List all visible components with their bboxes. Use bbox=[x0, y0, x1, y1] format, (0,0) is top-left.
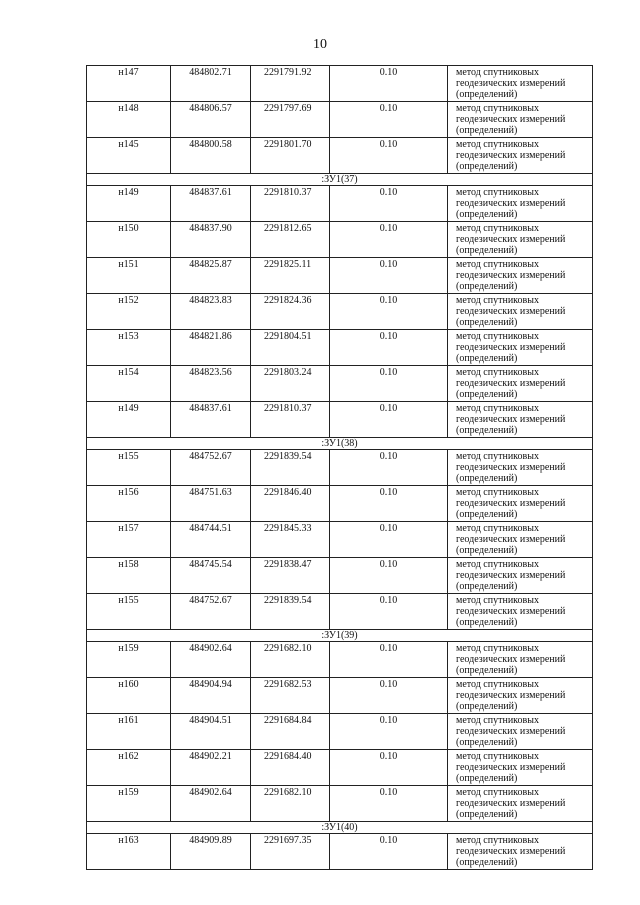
point-id-cell: н158 bbox=[87, 558, 171, 594]
x-coordinate-cell: 484744.51 bbox=[171, 522, 251, 558]
y-coordinate-cell: 2291810.37 bbox=[251, 402, 330, 438]
accuracy-cell: 0.10 bbox=[330, 750, 448, 786]
x-coordinate-cell: 484902.64 bbox=[171, 786, 251, 822]
point-id-cell: н156 bbox=[87, 486, 171, 522]
method-cell bbox=[448, 594, 593, 630]
method-cell bbox=[448, 330, 593, 366]
method-text-line: метод спутниковых bbox=[456, 835, 539, 846]
method-cell bbox=[448, 486, 593, 522]
method-cell bbox=[448, 786, 593, 822]
section-label: :ЗУ1(40) bbox=[87, 822, 593, 834]
section-header-row bbox=[87, 630, 593, 642]
x-coordinate-cell: 484902.21 bbox=[171, 750, 251, 786]
method-text-line: (определений) bbox=[456, 665, 518, 676]
method-cell bbox=[448, 642, 593, 678]
point-id-cell: н155 bbox=[87, 594, 171, 630]
method-text-line: геодезических измерений bbox=[456, 114, 566, 125]
point-id-cell: н151 bbox=[87, 258, 171, 294]
method-cell bbox=[448, 138, 593, 174]
method-text-line: (определений) bbox=[456, 857, 518, 868]
method-text-line: метод спутниковых bbox=[456, 679, 539, 690]
y-coordinate-cell: 2291846.40 bbox=[251, 486, 330, 522]
method-text-line: геодезических измерений bbox=[456, 846, 566, 857]
accuracy-cell: 0.10 bbox=[330, 786, 448, 822]
method-text-line: (определений) bbox=[456, 353, 518, 364]
method-text-line: геодезических измерений bbox=[456, 378, 566, 389]
method-cell bbox=[448, 402, 593, 438]
y-coordinate-cell: 2291839.54 bbox=[251, 450, 330, 486]
section-label: :ЗУ1(37) bbox=[87, 174, 593, 186]
method-text-line: геодезических измерений bbox=[456, 270, 566, 281]
method-text-line: геодезических измерений bbox=[456, 762, 566, 773]
x-coordinate-cell: 484837.90 bbox=[171, 222, 251, 258]
method-text-line: (определений) bbox=[456, 317, 518, 328]
method-text-line: (определений) bbox=[456, 473, 518, 484]
coordinates-table bbox=[86, 65, 593, 870]
table-row bbox=[87, 834, 593, 870]
method-text-line: геодезических измерений bbox=[456, 150, 566, 161]
y-coordinate-cell: 2291684.84 bbox=[251, 714, 330, 750]
method-text-line: метод спутниковых bbox=[456, 331, 539, 342]
method-text-line: геодезических измерений bbox=[456, 78, 566, 89]
y-coordinate-cell: 2291682.53 bbox=[251, 678, 330, 714]
method-text-line: геодезических измерений bbox=[456, 798, 566, 809]
table-row bbox=[87, 450, 593, 486]
method-text-line: метод спутниковых bbox=[456, 643, 539, 654]
point-id-cell: н145 bbox=[87, 138, 171, 174]
point-id-cell: н153 bbox=[87, 330, 171, 366]
method-cell bbox=[448, 558, 593, 594]
point-id-cell: н157 bbox=[87, 522, 171, 558]
table-row bbox=[87, 786, 593, 822]
point-id-cell: н163 bbox=[87, 834, 171, 870]
x-coordinate-cell: 484752.67 bbox=[171, 450, 251, 486]
method-cell bbox=[448, 66, 593, 102]
method-text-line: (определений) bbox=[456, 389, 518, 400]
method-cell bbox=[448, 222, 593, 258]
method-text-line: (определений) bbox=[456, 245, 518, 256]
y-coordinate-cell: 2291804.51 bbox=[251, 330, 330, 366]
method-text-line: метод спутниковых bbox=[456, 523, 539, 534]
section-header-row bbox=[87, 174, 593, 186]
x-coordinate-cell: 484823.83 bbox=[171, 294, 251, 330]
method-text-line: геодезических измерений bbox=[456, 234, 566, 245]
point-id-cell: н152 bbox=[87, 294, 171, 330]
table-row bbox=[87, 102, 593, 138]
method-text-line: (определений) bbox=[456, 581, 518, 592]
method-cell bbox=[448, 366, 593, 402]
y-coordinate-cell: 2291801.70 bbox=[251, 138, 330, 174]
method-text-line: (определений) bbox=[456, 281, 518, 292]
accuracy-cell: 0.10 bbox=[330, 714, 448, 750]
x-coordinate-cell: 484751.63 bbox=[171, 486, 251, 522]
method-text-line: (определений) bbox=[456, 209, 518, 220]
accuracy-cell: 0.10 bbox=[330, 486, 448, 522]
y-coordinate-cell: 2291682.10 bbox=[251, 786, 330, 822]
accuracy-cell: 0.10 bbox=[330, 330, 448, 366]
method-text-line: (определений) bbox=[456, 773, 518, 784]
method-cell bbox=[448, 450, 593, 486]
method-text-line: геодезических измерений bbox=[456, 342, 566, 353]
y-coordinate-cell: 2291682.10 bbox=[251, 642, 330, 678]
table-row bbox=[87, 642, 593, 678]
point-id-cell: н159 bbox=[87, 786, 171, 822]
table-row bbox=[87, 258, 593, 294]
x-coordinate-cell: 484825.87 bbox=[171, 258, 251, 294]
method-text-line: метод спутниковых bbox=[456, 751, 539, 762]
point-id-cell: н150 bbox=[87, 222, 171, 258]
point-id-cell: н161 bbox=[87, 714, 171, 750]
y-coordinate-cell: 2291791.92 bbox=[251, 66, 330, 102]
x-coordinate-cell: 484909.89 bbox=[171, 834, 251, 870]
method-text-line: метод спутниковых bbox=[456, 223, 539, 234]
x-coordinate-cell: 484752.67 bbox=[171, 594, 251, 630]
x-coordinate-cell: 484904.51 bbox=[171, 714, 251, 750]
y-coordinate-cell: 2291839.54 bbox=[251, 594, 330, 630]
point-id-cell: н147 bbox=[87, 66, 171, 102]
method-text-line: метод спутниковых bbox=[456, 187, 539, 198]
method-text-line: геодезических измерений bbox=[456, 570, 566, 581]
y-coordinate-cell: 2291824.36 bbox=[251, 294, 330, 330]
table-row bbox=[87, 66, 593, 102]
point-id-cell: н162 bbox=[87, 750, 171, 786]
method-text-line: геодезических измерений bbox=[456, 726, 566, 737]
method-cell bbox=[448, 678, 593, 714]
coordinates-table-body bbox=[87, 66, 593, 870]
method-text-line: метод спутниковых bbox=[456, 103, 539, 114]
method-text-line: метод спутниковых bbox=[456, 451, 539, 462]
x-coordinate-cell: 484823.56 bbox=[171, 366, 251, 402]
page-number: 10 bbox=[313, 37, 327, 52]
method-text-line: (определений) bbox=[456, 545, 518, 556]
point-id-cell: н149 bbox=[87, 402, 171, 438]
table-row bbox=[87, 186, 593, 222]
x-coordinate-cell: 484745.54 bbox=[171, 558, 251, 594]
method-text-line: метод спутниковых bbox=[456, 787, 539, 798]
accuracy-cell: 0.10 bbox=[330, 66, 448, 102]
section-label: :ЗУ1(39) bbox=[87, 630, 593, 642]
x-coordinate-cell: 484821.86 bbox=[171, 330, 251, 366]
accuracy-cell: 0.10 bbox=[330, 594, 448, 630]
method-text-line: метод спутниковых bbox=[456, 487, 539, 498]
table-row bbox=[87, 558, 593, 594]
method-text-line: (определений) bbox=[456, 425, 518, 436]
accuracy-cell: 0.10 bbox=[330, 222, 448, 258]
x-coordinate-cell: 484904.94 bbox=[171, 678, 251, 714]
accuracy-cell: 0.10 bbox=[330, 258, 448, 294]
method-text-line: метод спутниковых bbox=[456, 139, 539, 150]
method-text-line: (определений) bbox=[456, 737, 518, 748]
section-header-row bbox=[87, 822, 593, 834]
x-coordinate-cell: 484837.61 bbox=[171, 402, 251, 438]
accuracy-cell: 0.10 bbox=[330, 402, 448, 438]
accuracy-cell: 0.10 bbox=[330, 102, 448, 138]
table-row bbox=[87, 222, 593, 258]
y-coordinate-cell: 2291825.11 bbox=[251, 258, 330, 294]
accuracy-cell: 0.10 bbox=[330, 678, 448, 714]
section-header-row bbox=[87, 438, 593, 450]
table-row bbox=[87, 486, 593, 522]
table-row bbox=[87, 678, 593, 714]
y-coordinate-cell: 2291797.69 bbox=[251, 102, 330, 138]
y-coordinate-cell: 2291845.33 bbox=[251, 522, 330, 558]
method-text-line: метод спутниковых bbox=[456, 367, 539, 378]
method-text-line: (определений) bbox=[456, 89, 518, 100]
accuracy-cell: 0.10 bbox=[330, 294, 448, 330]
method-text-line: (определений) bbox=[456, 161, 518, 172]
y-coordinate-cell: 2291803.24 bbox=[251, 366, 330, 402]
method-cell bbox=[448, 522, 593, 558]
table-row bbox=[87, 366, 593, 402]
method-text-line: метод спутниковых bbox=[456, 403, 539, 414]
method-text-line: геодезических измерений bbox=[456, 498, 566, 509]
x-coordinate-cell: 484902.64 bbox=[171, 642, 251, 678]
method-text-line: геодезических измерений bbox=[456, 690, 566, 701]
y-coordinate-cell: 2291684.40 bbox=[251, 750, 330, 786]
method-text-line: (определений) bbox=[456, 701, 518, 712]
accuracy-cell: 0.10 bbox=[330, 366, 448, 402]
accuracy-cell: 0.10 bbox=[330, 186, 448, 222]
method-cell bbox=[448, 258, 593, 294]
point-id-cell: н155 bbox=[87, 450, 171, 486]
point-id-cell: н159 bbox=[87, 642, 171, 678]
method-text-line: геодезических измерений bbox=[456, 198, 566, 209]
method-text-line: геодезических измерений bbox=[456, 606, 566, 617]
method-cell bbox=[448, 750, 593, 786]
x-coordinate-cell: 484837.61 bbox=[171, 186, 251, 222]
method-text-line: (определений) bbox=[456, 809, 518, 820]
method-text-line: метод спутниковых bbox=[456, 67, 539, 78]
method-text-line: метод спутниковых bbox=[456, 715, 539, 726]
point-id-cell: н148 bbox=[87, 102, 171, 138]
method-cell bbox=[448, 294, 593, 330]
accuracy-cell: 0.10 bbox=[330, 642, 448, 678]
method-text-line: геодезических измерений bbox=[456, 654, 566, 665]
accuracy-cell: 0.10 bbox=[330, 558, 448, 594]
y-coordinate-cell: 2291697.35 bbox=[251, 834, 330, 870]
y-coordinate-cell: 2291810.37 bbox=[251, 186, 330, 222]
method-cell bbox=[448, 102, 593, 138]
table-row bbox=[87, 594, 593, 630]
method-text-line: (определений) bbox=[456, 125, 518, 136]
accuracy-cell: 0.10 bbox=[330, 834, 448, 870]
table-row bbox=[87, 714, 593, 750]
point-id-cell: н160 bbox=[87, 678, 171, 714]
accuracy-cell: 0.10 bbox=[330, 138, 448, 174]
method-text-line: метод спутниковых bbox=[456, 559, 539, 570]
method-text-line: (определений) bbox=[456, 509, 518, 520]
method-text-line: метод спутниковых bbox=[456, 259, 539, 270]
table-row bbox=[87, 294, 593, 330]
method-text-line: метод спутниковых bbox=[456, 595, 539, 606]
method-text-line: (определений) bbox=[456, 617, 518, 628]
accuracy-cell: 0.10 bbox=[330, 450, 448, 486]
method-text-line: геодезических измерений bbox=[456, 306, 566, 317]
y-coordinate-cell: 2291812.65 bbox=[251, 222, 330, 258]
table-row bbox=[87, 750, 593, 786]
table-row bbox=[87, 402, 593, 438]
x-coordinate-cell: 484802.71 bbox=[171, 66, 251, 102]
method-cell bbox=[448, 834, 593, 870]
method-text-line: метод спутниковых bbox=[456, 295, 539, 306]
method-text-line: геодезических измерений bbox=[456, 534, 566, 545]
table-row bbox=[87, 522, 593, 558]
x-coordinate-cell: 484800.58 bbox=[171, 138, 251, 174]
point-id-cell: н149 bbox=[87, 186, 171, 222]
method-cell bbox=[448, 714, 593, 750]
method-text-line: геодезических измерений bbox=[456, 462, 566, 473]
y-coordinate-cell: 2291838.47 bbox=[251, 558, 330, 594]
section-label: :ЗУ1(38) bbox=[87, 438, 593, 450]
method-cell bbox=[448, 186, 593, 222]
accuracy-cell: 0.10 bbox=[330, 522, 448, 558]
x-coordinate-cell: 484806.57 bbox=[171, 102, 251, 138]
table-row bbox=[87, 138, 593, 174]
method-text-line: геодезических измерений bbox=[456, 414, 566, 425]
point-id-cell: н154 bbox=[87, 366, 171, 402]
table-row bbox=[87, 330, 593, 366]
